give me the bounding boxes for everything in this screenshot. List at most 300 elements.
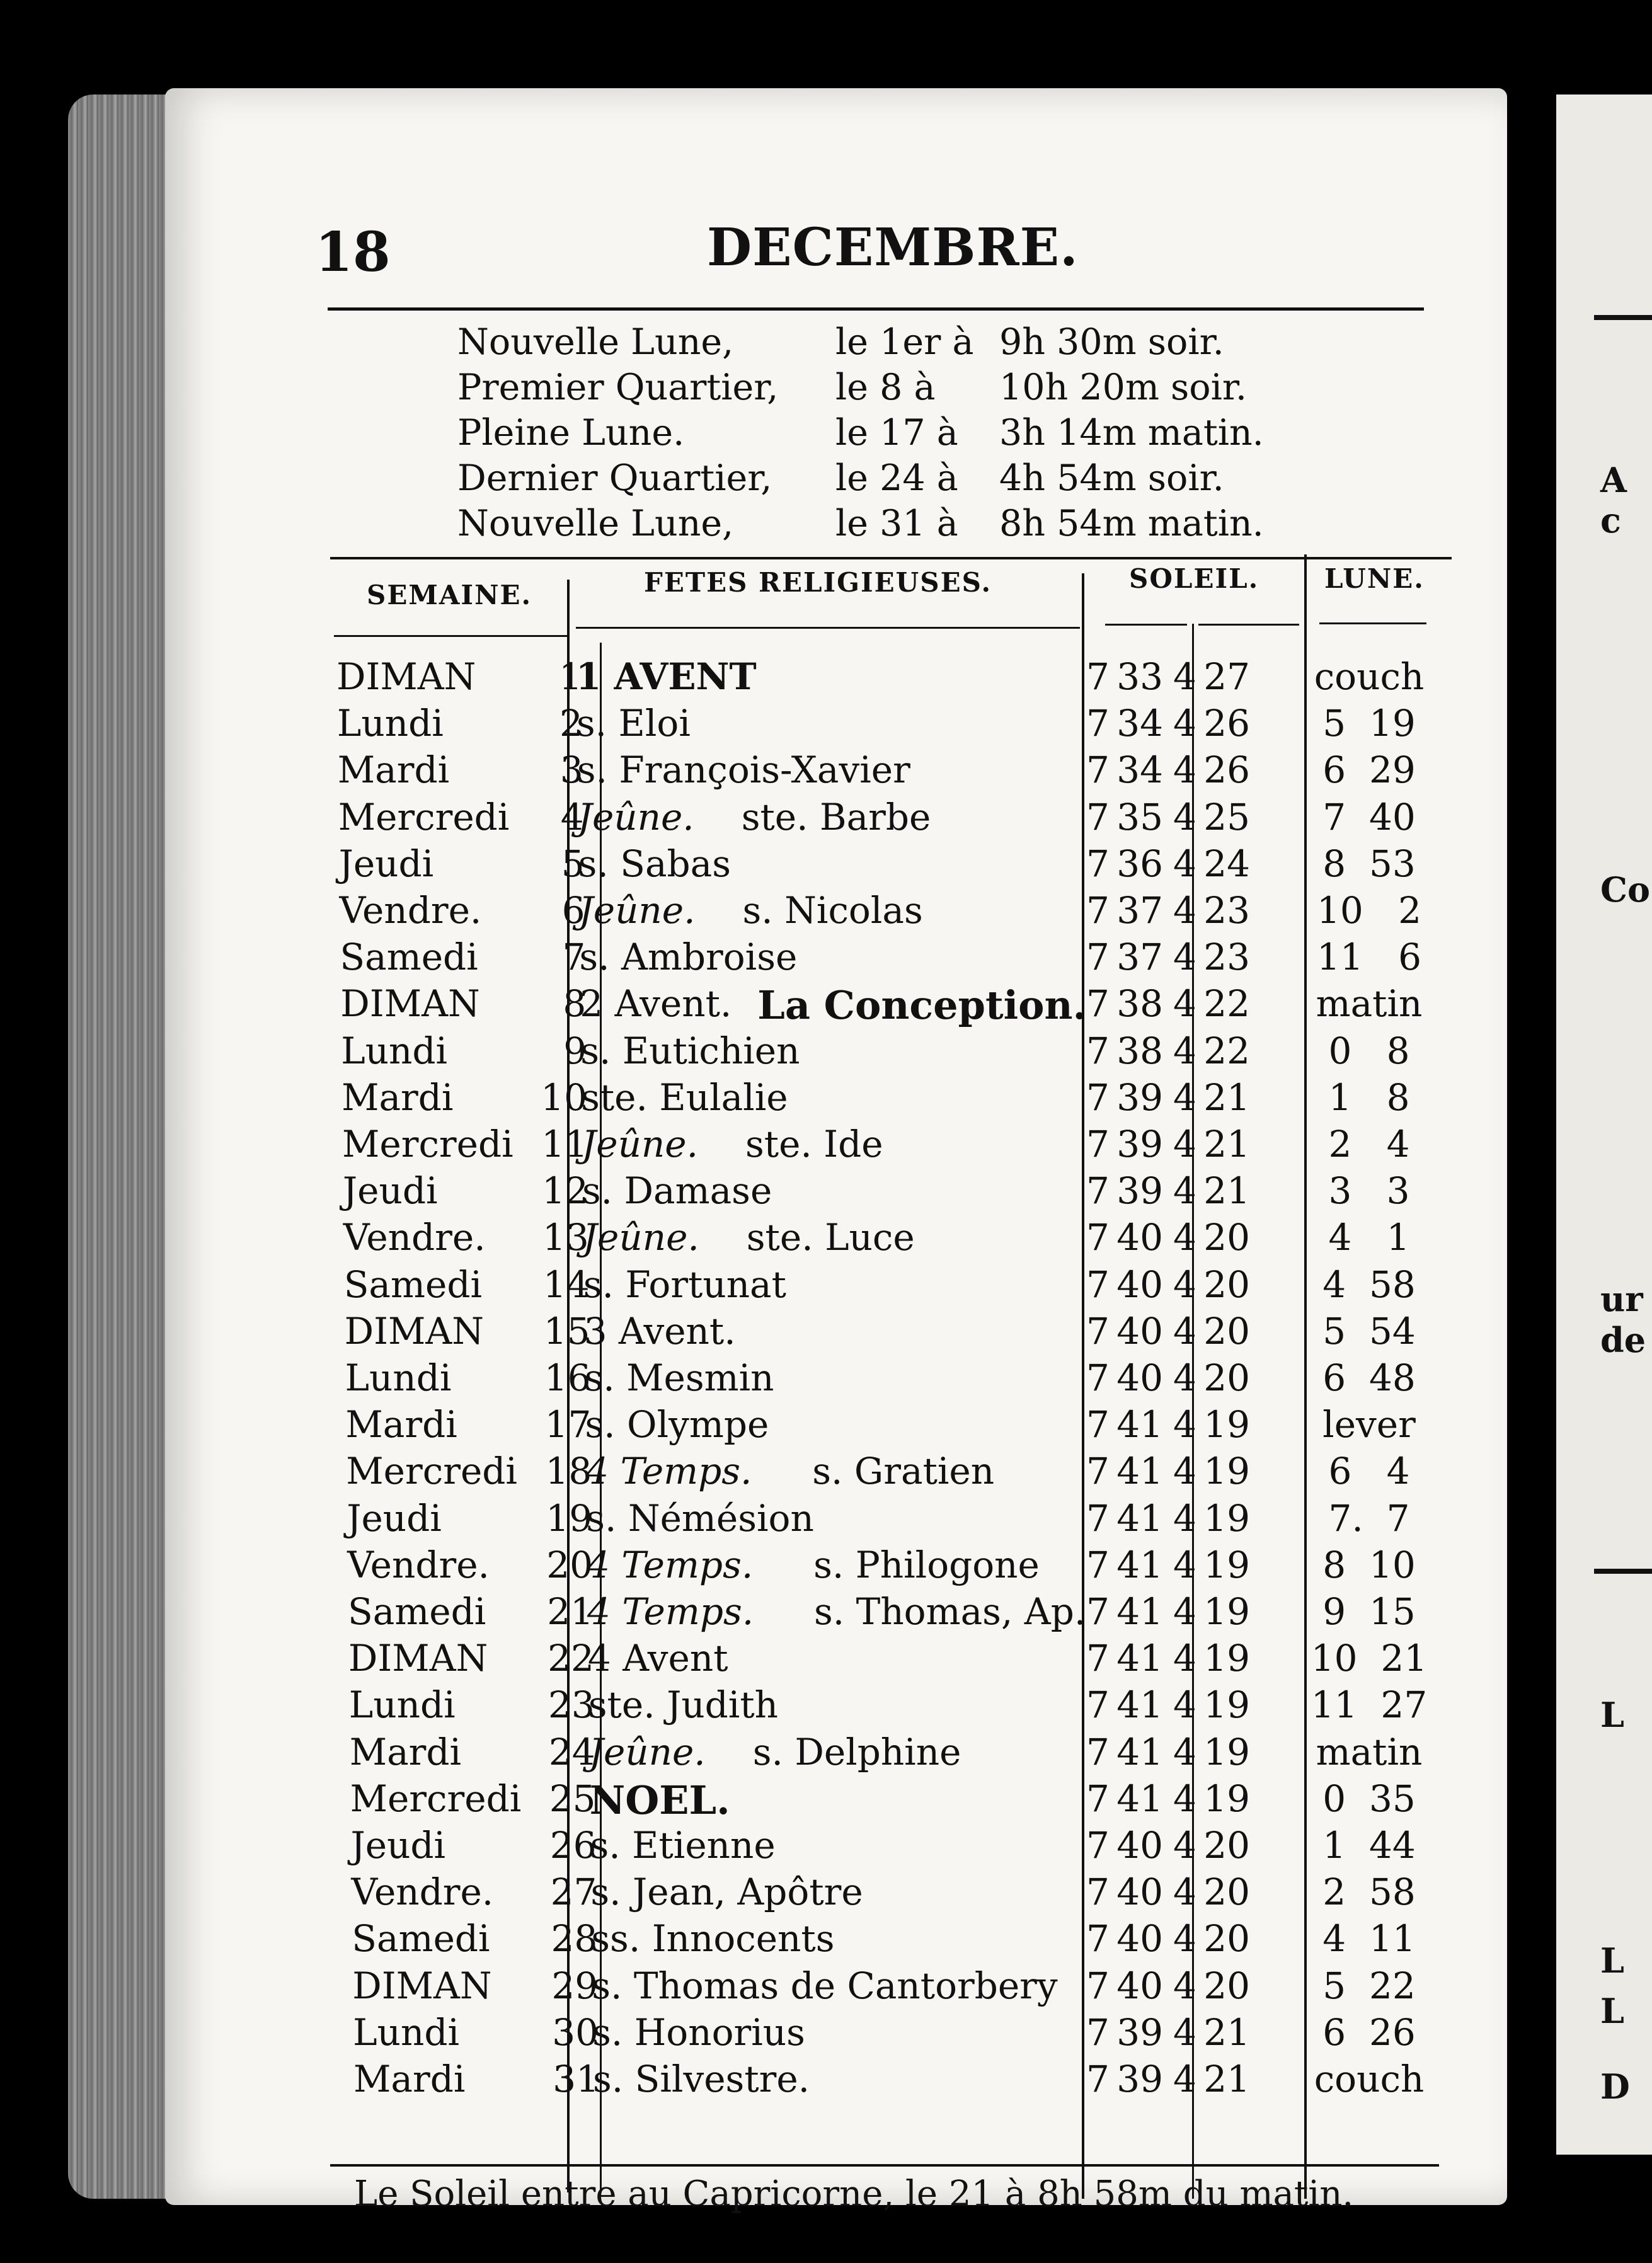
sunrise-hour: 7 bbox=[1086, 1917, 1110, 1961]
day-row bbox=[165, 1029, 1507, 1076]
sunrise-hour: 7 bbox=[1086, 1075, 1110, 1119]
sunrise-hour: 7 bbox=[1086, 1730, 1110, 1773]
day-row bbox=[165, 1310, 1507, 1356]
weekday: Jeudi bbox=[350, 1824, 446, 1867]
moon-phase-date: le 17 à bbox=[835, 412, 958, 454]
moon-time: 4 11 bbox=[1322, 1917, 1416, 1961]
weekday: DIMAN bbox=[336, 655, 476, 698]
sunset-hour: 4 bbox=[1173, 936, 1196, 979]
sunrise-hour: 7 bbox=[1086, 1824, 1110, 1867]
sunset-hour: 4 bbox=[1173, 1683, 1196, 1727]
sunrise-hour: 7 bbox=[1086, 1871, 1110, 1914]
moon-time: 0 35 bbox=[1322, 1777, 1416, 1820]
feasts-header-rule bbox=[576, 627, 1080, 629]
moon-phase-name: Dernier Quartier, bbox=[457, 457, 772, 499]
day-row bbox=[165, 936, 1507, 982]
day-row bbox=[165, 1637, 1507, 1683]
sunrise-hour: 7 bbox=[1086, 842, 1110, 885]
day-row bbox=[165, 982, 1507, 1029]
moon-time: matin bbox=[1316, 982, 1423, 1026]
weekday: Jeudi bbox=[347, 1496, 442, 1540]
day-row bbox=[165, 1824, 1507, 1871]
day-row bbox=[165, 1964, 1507, 2011]
sunset-minute: 21 bbox=[1203, 1169, 1250, 1213]
moon-time: lever bbox=[1322, 1403, 1416, 1447]
moon-header: LUNE. bbox=[1324, 563, 1425, 594]
sunset-minute: 19 bbox=[1203, 1450, 1250, 1493]
sunset-minute: 20 bbox=[1203, 1356, 1250, 1399]
day-number: 1 bbox=[559, 655, 582, 698]
day-number: 6 bbox=[561, 889, 585, 932]
day-number: 27 bbox=[550, 1871, 597, 1914]
sunset-hour: 4 bbox=[1173, 655, 1196, 698]
day-row bbox=[165, 889, 1507, 936]
day-number: 29 bbox=[551, 1964, 599, 2007]
feast: s. Nicolas bbox=[742, 889, 923, 932]
sunset-hour: 4 bbox=[1173, 1309, 1196, 1353]
moon-time: 1 8 bbox=[1328, 1075, 1410, 1119]
almanac-page bbox=[165, 88, 1507, 2214]
weekday: Mardi bbox=[353, 2058, 466, 2100]
weekday: Mercredi bbox=[342, 1123, 513, 1166]
sunrise-minute: 41 bbox=[1116, 1637, 1163, 1680]
sunrise-minute: 39 bbox=[1116, 1169, 1163, 1213]
sunset-hour: 4 bbox=[1173, 702, 1196, 745]
sunrise-hour: 7 bbox=[1086, 1169, 1110, 1213]
footer-note: Le Soleil entre au Capricorne, le 21 à 8h 58m du matin. bbox=[354, 2174, 1354, 2214]
table-bottom-rule bbox=[330, 2164, 1439, 2167]
facing-page-rule bbox=[1594, 315, 1652, 320]
sunset-minute: 20 bbox=[1203, 1964, 1250, 2007]
day-number: 10 bbox=[541, 1075, 588, 1119]
sunset-hour: 4 bbox=[1173, 1777, 1196, 1820]
sunset-minute: 23 bbox=[1203, 936, 1250, 979]
moon-phase-name: Pleine Lune. bbox=[457, 412, 685, 454]
sunrise-minute: 41 bbox=[1116, 1496, 1163, 1540]
feast: 3 Avent. bbox=[583, 1309, 736, 1353]
sunrise-minute: 39 bbox=[1116, 2058, 1163, 2100]
day-row bbox=[165, 1544, 1507, 1590]
day-number: 26 bbox=[549, 1824, 597, 1867]
moon-phase-time: 10h 20m soir. bbox=[999, 367, 1247, 408]
sunset-hour: 4 bbox=[1173, 1637, 1196, 1680]
sunrise-minute: 41 bbox=[1116, 1590, 1163, 1633]
sunrise-minute: 41 bbox=[1116, 1683, 1163, 1727]
feast: s. Eloi bbox=[576, 702, 691, 745]
sunset-minute: 19 bbox=[1203, 1683, 1250, 1727]
sun-header-rule bbox=[1105, 624, 1187, 626]
feast: s. Philogone bbox=[813, 1543, 1040, 1586]
moon-phase-date: le 8 à bbox=[835, 367, 936, 408]
sunrise-hour: 7 bbox=[1086, 1403, 1110, 1447]
sunset-minute: 20 bbox=[1203, 1216, 1250, 1259]
day-row bbox=[165, 2011, 1507, 2058]
day-number: 14 bbox=[542, 1263, 590, 1306]
day-number: 20 bbox=[546, 1543, 594, 1586]
weekday: Lundi bbox=[341, 1029, 448, 1072]
sunset-minute: 26 bbox=[1203, 702, 1250, 745]
sunset-hour: 4 bbox=[1173, 1450, 1196, 1493]
feast: ss. Innocents bbox=[591, 1917, 835, 1961]
day-row bbox=[165, 702, 1507, 748]
sunrise-hour: 7 bbox=[1086, 2010, 1110, 2054]
feast-fast-marker: Jeûne. bbox=[578, 889, 696, 932]
sunrise-hour: 7 bbox=[1086, 702, 1110, 745]
day-number: 30 bbox=[552, 2010, 599, 2054]
weekday: Mercredi bbox=[346, 1450, 517, 1493]
day-row bbox=[165, 1777, 1507, 1824]
feast: s. Gratien bbox=[812, 1450, 995, 1493]
sunrise-hour: 7 bbox=[1086, 1964, 1110, 2007]
moon-time: couch bbox=[1314, 655, 1425, 698]
sunrise-hour: 7 bbox=[1086, 2058, 1110, 2100]
sunrise-minute: 39 bbox=[1116, 1075, 1163, 1119]
sunset-minute: 21 bbox=[1203, 2058, 1250, 2100]
sunset-minute: 21 bbox=[1203, 2010, 1250, 2054]
facing-page-fragment: L bbox=[1600, 1991, 1624, 2031]
sunrise-hour: 7 bbox=[1086, 655, 1110, 698]
sunset-minute: 19 bbox=[1203, 1496, 1250, 1540]
week-header-rule bbox=[334, 635, 567, 637]
feast: ste. Judith bbox=[588, 1683, 779, 1727]
feast: s. Damase bbox=[582, 1169, 772, 1213]
sunset-hour: 4 bbox=[1173, 1356, 1196, 1399]
day-row bbox=[165, 1917, 1507, 1964]
day-row bbox=[165, 1497, 1507, 1544]
feast: 2 Avent. bbox=[580, 982, 732, 1026]
sunset-hour: 4 bbox=[1173, 1075, 1196, 1119]
sunset-hour: 4 bbox=[1173, 1216, 1196, 1259]
moon-time: couch bbox=[1314, 2058, 1425, 2100]
day-number: 17 bbox=[544, 1403, 592, 1447]
sunrise-hour: 7 bbox=[1086, 795, 1110, 839]
sunset-minute: 19 bbox=[1203, 1590, 1250, 1633]
sunrise-minute: 40 bbox=[1116, 1871, 1163, 1914]
feast: 1 AVENT bbox=[576, 655, 757, 698]
sunrise-minute: 40 bbox=[1116, 1216, 1163, 1259]
moon-time: 8 10 bbox=[1322, 1543, 1416, 1586]
sunset-minute: 19 bbox=[1203, 1730, 1250, 1773]
sunset-hour: 4 bbox=[1173, 2058, 1196, 2100]
sunrise-hour: 7 bbox=[1086, 1029, 1110, 1072]
sunrise-minute: 41 bbox=[1116, 1403, 1163, 1447]
weekday: DIMAN bbox=[352, 1964, 492, 2007]
sunset-hour: 4 bbox=[1173, 1123, 1196, 1166]
sunset-minute: 20 bbox=[1203, 1309, 1250, 1353]
day-row bbox=[165, 1590, 1507, 1637]
feast-fast-marker: Jeûne. bbox=[582, 1216, 699, 1259]
sunset-minute: 19 bbox=[1203, 1777, 1250, 1820]
facing-page-fragment: Co bbox=[1600, 869, 1650, 910]
weekday: Lundi bbox=[348, 1683, 456, 1727]
sunset-hour: 4 bbox=[1173, 1263, 1196, 1306]
feast: s. Thomas, Ap. bbox=[814, 1590, 1086, 1633]
feast-ember-marker: 4 Temps. bbox=[587, 1543, 754, 1586]
moon-phase-name: Nouvelle Lune, bbox=[457, 321, 734, 363]
sun-header-rule bbox=[1198, 624, 1299, 626]
sunset-minute: 27 bbox=[1203, 655, 1250, 698]
day-row bbox=[165, 842, 1507, 889]
feast: s. Honorius bbox=[592, 2010, 805, 2054]
sunrise-minute: 40 bbox=[1116, 1263, 1163, 1306]
sunset-minute: 19 bbox=[1203, 1637, 1250, 1680]
weekday: Jeudi bbox=[342, 1169, 438, 1213]
weekday: Mardi bbox=[337, 748, 450, 792]
facing-page-fragment: A c bbox=[1600, 460, 1627, 541]
feast: ste. Luce bbox=[746, 1216, 915, 1259]
sunrise-hour: 7 bbox=[1086, 1543, 1110, 1586]
moon-time: 1 44 bbox=[1322, 1824, 1416, 1867]
feast: s. Mesmin bbox=[584, 1356, 774, 1399]
facing-page-fragment: de bbox=[1600, 1320, 1646, 1360]
day-row bbox=[165, 1076, 1507, 1123]
feast: s. Delphine bbox=[752, 1730, 961, 1773]
facing-page-fragment: L bbox=[1600, 1695, 1624, 1735]
sunrise-minute: 40 bbox=[1116, 1917, 1163, 1961]
day-number: 24 bbox=[548, 1730, 595, 1773]
sunrise-hour: 7 bbox=[1086, 1263, 1110, 1306]
moon-time: 10 2 bbox=[1316, 889, 1421, 932]
feast: s. Fortunat bbox=[583, 1263, 786, 1306]
day-number: 4 bbox=[560, 795, 584, 839]
day-row bbox=[165, 748, 1507, 795]
moon-time: 8 53 bbox=[1322, 842, 1416, 885]
sunset-hour: 4 bbox=[1173, 1917, 1196, 1961]
feast: s. Silvestre. bbox=[593, 2058, 810, 2100]
sunset-minute: 24 bbox=[1203, 842, 1250, 885]
moon-time: 5 54 bbox=[1322, 1309, 1416, 1353]
day-row bbox=[165, 1356, 1507, 1403]
moon-time: 4 58 bbox=[1322, 1263, 1416, 1306]
sunrise-hour: 7 bbox=[1086, 982, 1110, 1026]
sunset-minute: 19 bbox=[1203, 1543, 1250, 1586]
moon-time: 5 19 bbox=[1322, 702, 1416, 745]
moon-phase-date: le 1er à bbox=[835, 321, 974, 363]
sunset-minute: 19 bbox=[1203, 1403, 1250, 1447]
sunset-hour: 4 bbox=[1173, 1871, 1196, 1914]
sunrise-minute: 36 bbox=[1116, 842, 1163, 885]
sunset-hour: 4 bbox=[1173, 1590, 1196, 1633]
moon-time: 6 29 bbox=[1322, 748, 1416, 792]
sunrise-minute: 41 bbox=[1116, 1730, 1163, 1773]
day-row bbox=[165, 1871, 1507, 1917]
sunrise-minute: 39 bbox=[1116, 2010, 1163, 2054]
sunrise-hour: 7 bbox=[1086, 936, 1110, 979]
day-row bbox=[165, 796, 1507, 842]
weekday: Mardi bbox=[341, 1075, 454, 1119]
weekday: DIMAN bbox=[340, 982, 480, 1026]
sunrise-minute: 35 bbox=[1116, 795, 1163, 839]
day-row bbox=[165, 1216, 1507, 1263]
sunset-minute: 20 bbox=[1203, 1871, 1250, 1914]
moon-time: 5 22 bbox=[1322, 1964, 1416, 2007]
sunset-minute: 21 bbox=[1203, 1123, 1250, 1166]
day-number: 31 bbox=[553, 2058, 599, 2100]
sunrise-minute: 38 bbox=[1116, 1029, 1163, 1072]
day-number: 18 bbox=[545, 1450, 592, 1493]
moon-time: matin bbox=[1316, 1730, 1423, 1773]
sunrise-hour: 7 bbox=[1086, 889, 1110, 932]
day-number: 9 bbox=[563, 1029, 587, 1072]
table-top-rule bbox=[330, 557, 1452, 559]
weekday: Jeudi bbox=[338, 842, 434, 885]
moon-time: 10 21 bbox=[1311, 1637, 1428, 1680]
moon-phase-name: Premier Quartier, bbox=[457, 367, 779, 408]
sunrise-minute: 41 bbox=[1116, 1543, 1163, 1586]
sunrise-minute: 33 bbox=[1116, 655, 1163, 698]
feast: s. Ambroise bbox=[579, 936, 798, 979]
sunset-hour: 4 bbox=[1173, 889, 1196, 932]
feast: ste. Ide bbox=[745, 1123, 883, 1166]
header-rule bbox=[328, 307, 1424, 311]
sunset-hour: 4 bbox=[1173, 1496, 1196, 1540]
day-number: 5 bbox=[561, 842, 585, 885]
feast-fast-marker: Jeûne. bbox=[588, 1730, 706, 1773]
day-row bbox=[165, 1683, 1507, 1730]
feast: s. François-Xavier bbox=[576, 748, 910, 792]
weekday: DIMAN bbox=[348, 1637, 488, 1680]
facing-page bbox=[1556, 95, 1652, 2155]
sunset-hour: 4 bbox=[1173, 982, 1196, 1026]
weekday: Mardi bbox=[345, 1403, 457, 1447]
sunrise-hour: 7 bbox=[1086, 1496, 1110, 1540]
weekday: Samedi bbox=[352, 1917, 490, 1961]
sunset-minute: 22 bbox=[1203, 1029, 1250, 1072]
sunset-hour: 4 bbox=[1173, 795, 1196, 839]
day-number: 8 bbox=[563, 982, 587, 1026]
feast: ste. Barbe bbox=[741, 795, 931, 839]
weekday: Vendre. bbox=[343, 1216, 486, 1259]
feast: 4 Avent bbox=[587, 1637, 728, 1680]
feasts-header: FETES RELIGIEUSES. bbox=[644, 567, 992, 598]
moon-time: 6 48 bbox=[1322, 1356, 1416, 1399]
sunrise-minute: 37 bbox=[1116, 936, 1163, 979]
feast: s. Némésion bbox=[586, 1496, 814, 1540]
feast: NOEL. bbox=[589, 1777, 730, 1823]
sunrise-hour: 7 bbox=[1086, 1216, 1110, 1259]
day-number: 13 bbox=[542, 1216, 589, 1259]
facing-page-fragment: ur bbox=[1600, 1279, 1643, 1319]
weekday: Samedi bbox=[348, 1590, 486, 1633]
sunset-hour: 4 bbox=[1173, 748, 1196, 792]
day-number: 21 bbox=[547, 1590, 594, 1633]
day-number: 16 bbox=[544, 1356, 591, 1399]
weekday: Vendre. bbox=[351, 1871, 494, 1914]
feast: s. Thomas de Cantorbery bbox=[592, 1964, 1058, 2007]
day-row bbox=[165, 2058, 1507, 2104]
moon-header-rule bbox=[1319, 622, 1426, 624]
weekday: Samedi bbox=[340, 936, 478, 979]
day-number: 19 bbox=[546, 1496, 593, 1540]
facing-page-fragment: L bbox=[1600, 1940, 1624, 1981]
day-row bbox=[165, 1169, 1507, 1216]
month-title: DECEMBRE. bbox=[707, 217, 1079, 278]
sunrise-minute: 37 bbox=[1116, 889, 1163, 932]
weekday: Mercredi bbox=[350, 1777, 522, 1820]
moon-time: 3 3 bbox=[1328, 1169, 1410, 1213]
day-number: 11 bbox=[541, 1123, 588, 1166]
feast: s. Sabas bbox=[578, 842, 731, 885]
moon-phase-date: le 31 à bbox=[835, 503, 958, 544]
sunset-hour: 4 bbox=[1173, 1964, 1196, 2007]
weekday: Vendre. bbox=[347, 1543, 490, 1586]
sunset-minute: 23 bbox=[1203, 889, 1250, 932]
sunset-hour: 4 bbox=[1173, 1543, 1196, 1586]
sunset-hour: 4 bbox=[1173, 842, 1196, 885]
sunrise-minute: 38 bbox=[1116, 982, 1163, 1026]
sunrise-minute: 40 bbox=[1116, 1824, 1163, 1867]
sunset-minute: 21 bbox=[1203, 1075, 1250, 1119]
weekday: Lundi bbox=[353, 2010, 459, 2054]
weekday: Vendre. bbox=[339, 889, 482, 932]
day-row bbox=[165, 655, 1507, 702]
sunrise-hour: 7 bbox=[1086, 1683, 1110, 1727]
moon-time: 11 27 bbox=[1311, 1683, 1428, 1727]
facing-page-rule bbox=[1594, 1569, 1652, 1574]
week-header: SEMAINE. bbox=[367, 580, 532, 610]
sunrise-minute: 39 bbox=[1116, 1123, 1163, 1166]
sunrise-minute: 40 bbox=[1116, 1356, 1163, 1399]
facing-page-fragment: D bbox=[1600, 2066, 1630, 2107]
moon-time: 2 58 bbox=[1322, 1871, 1416, 1914]
day-row bbox=[165, 1450, 1507, 1496]
sunrise-hour: 7 bbox=[1086, 1123, 1110, 1166]
day-number: 28 bbox=[551, 1917, 598, 1961]
feast-ember-marker: 4 Temps. bbox=[585, 1450, 752, 1493]
sunrise-hour: 7 bbox=[1086, 1590, 1110, 1633]
sunset-minute: 20 bbox=[1203, 1263, 1250, 1306]
day-number: 7 bbox=[562, 936, 586, 979]
moon-phase-time: 8h 54m matin. bbox=[999, 503, 1264, 544]
sunrise-hour: 7 bbox=[1086, 1637, 1110, 1680]
moon-time: 6 26 bbox=[1322, 2010, 1416, 2054]
day-number: 23 bbox=[548, 1683, 595, 1727]
weekday: Samedi bbox=[343, 1263, 482, 1306]
feast-highlight: La Conception. bbox=[757, 982, 1087, 1029]
sun-header: SOLEIL. bbox=[1129, 563, 1259, 594]
day-number: 2 bbox=[559, 702, 583, 745]
feast: s. Etienne bbox=[590, 1824, 776, 1867]
moon-time: 7. 7 bbox=[1328, 1496, 1410, 1540]
sunset-hour: 4 bbox=[1173, 2010, 1196, 2054]
sunset-minute: 20 bbox=[1203, 1917, 1250, 1961]
moon-phase-name: Nouvelle Lune, bbox=[457, 503, 734, 544]
feast: s. Eutichien bbox=[580, 1029, 800, 1072]
sunset-minute: 25 bbox=[1203, 795, 1250, 839]
moon-phase-date: le 24 à bbox=[835, 457, 958, 499]
day-number: 22 bbox=[548, 1637, 594, 1680]
day-row bbox=[165, 1403, 1507, 1450]
moon-time: 4 1 bbox=[1328, 1216, 1410, 1259]
moon-time: 2 4 bbox=[1328, 1123, 1410, 1166]
moon-phase-time: 9h 30m soir. bbox=[999, 321, 1224, 363]
moon-phase-time: 3h 14m matin. bbox=[999, 412, 1264, 454]
day-number: 12 bbox=[542, 1169, 588, 1213]
sunset-hour: 4 bbox=[1173, 1824, 1196, 1867]
sunrise-minute: 41 bbox=[1116, 1777, 1163, 1820]
sunrise-hour: 7 bbox=[1086, 1450, 1110, 1493]
weekday: Mercredi bbox=[338, 795, 510, 839]
moon-time: 6 4 bbox=[1328, 1450, 1410, 1493]
sunset-hour: 4 bbox=[1173, 1403, 1196, 1447]
weekday: DIMAN bbox=[344, 1309, 485, 1353]
sunrise-minute: 41 bbox=[1116, 1450, 1163, 1493]
moon-time: 7 40 bbox=[1322, 795, 1416, 839]
sunset-minute: 20 bbox=[1203, 1824, 1250, 1867]
day-number: 15 bbox=[543, 1309, 590, 1353]
moon-phase-time: 4h 54m soir. bbox=[999, 457, 1224, 499]
moon-time: 11 6 bbox=[1316, 936, 1421, 979]
